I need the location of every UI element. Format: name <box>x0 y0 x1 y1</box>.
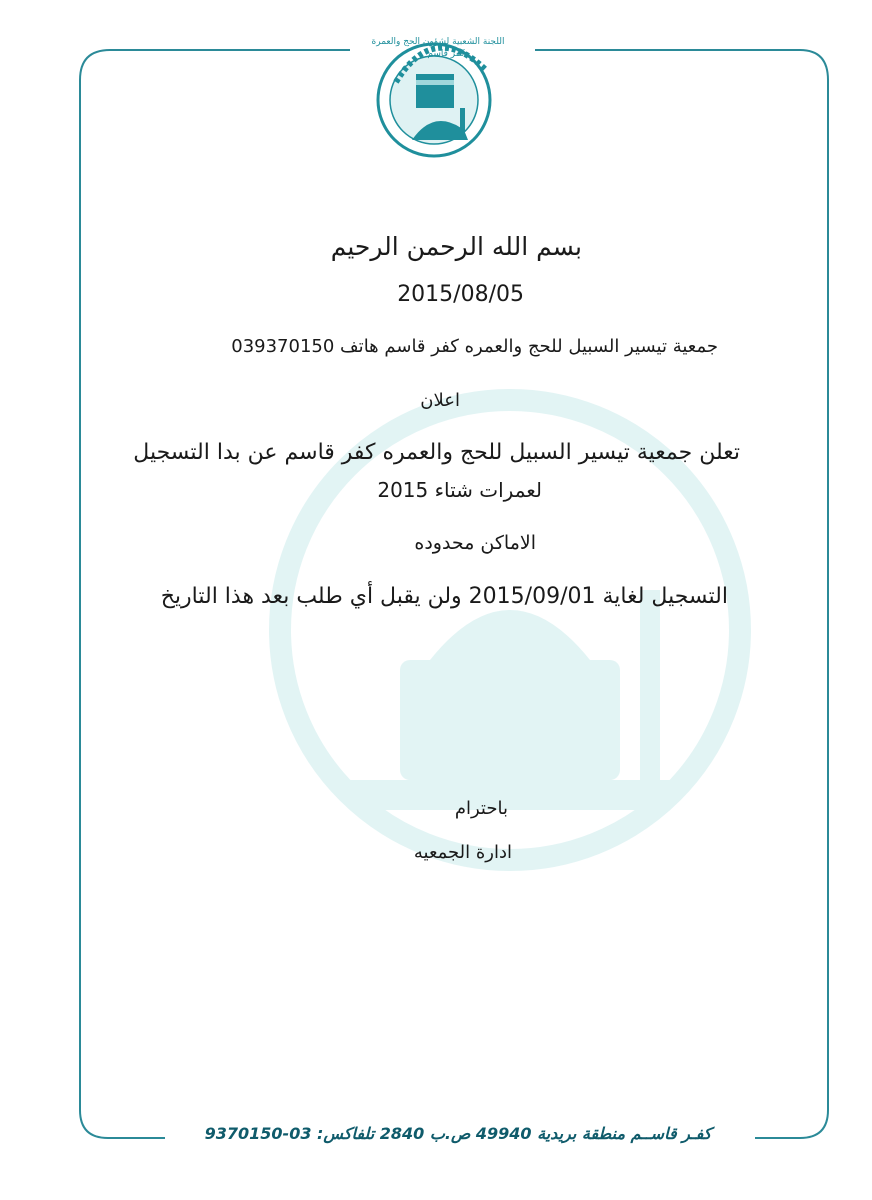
footer-address: كفـر قاســم منطقة بريدية 49940 ص.ب 2840 تلفاكس: 03-9370150 <box>204 1124 712 1143</box>
announcement-text-line-1: تعلن جمعية تيسير السبيل للحج والعمره كفر قاسم عن بدا التسجيل <box>133 440 740 465</box>
announcement-text-line-2: لعمرات شتاء 2015 <box>377 478 542 502</box>
basmala-heading: بسم الله الرحمن الرحيم <box>330 232 582 261</box>
limited-places-note: الاماكن محدوده <box>414 532 536 554</box>
watermark-emblem <box>230 330 790 930</box>
closing-regards: باحترام <box>454 798 508 819</box>
announcement-heading: اعلان <box>420 390 460 411</box>
logo-arc-text: اللجنة الشعبية لشؤون الحج والعمرة <box>371 37 505 47</box>
organization-logo <box>368 12 508 162</box>
registration-deadline: التسجيل لغاية 2015/09/01 ولن يقبل أي طلب بعد هذا التاريخ <box>160 584 728 609</box>
letter-date: 2015/08/05 <box>397 282 524 307</box>
signature-management: ادارة الجمعيه <box>413 842 512 863</box>
organization-line: جمعية تيسير السبيل للحج والعمره كفر قاسم هاتف 039370150 <box>231 336 718 357</box>
logo-place-text: كفر قاسم <box>427 49 465 59</box>
